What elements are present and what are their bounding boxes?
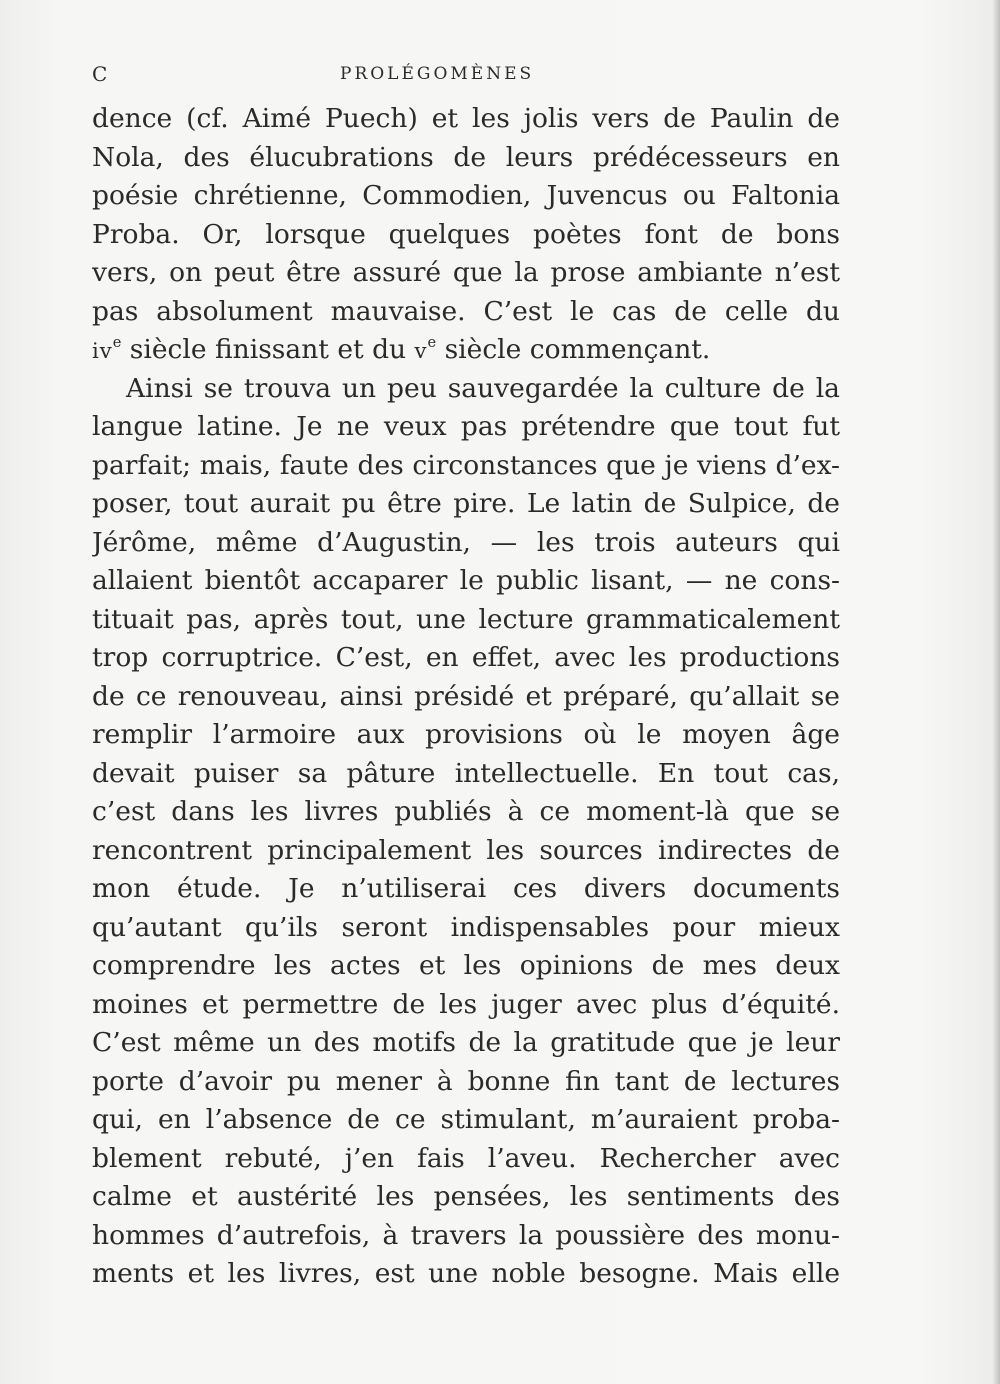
text-line: comprendre les actes et les opinions de mes deux <box>92 950 840 981</box>
text-line: poésie chrétienne, Commodien, Juvencus ou Faltonia <box>92 180 840 211</box>
text-line: c’est dans les livres publiés à ce moment-là que se <box>92 796 840 827</box>
page-edge-shadow <box>992 0 1000 1384</box>
text-line: trop corruptrice. C’est, en effet, avec les productions <box>92 642 840 673</box>
text-line: dence (cf. Aimé Puech) et les jolis vers de Paulin de <box>92 103 840 134</box>
text-line: poser, tout aurait pu être pire. Le latin de Sulpice, de <box>92 488 840 519</box>
superscript: e <box>427 334 437 352</box>
text-line: tituait pas, après tout, une lecture grammaticalement <box>92 603 840 635</box>
text-line: qui, en l’absence de ce stimulant, m’auraient proba- <box>92 1104 840 1135</box>
page-number: C <box>92 62 109 86</box>
text-line: remplir l’armoire aux provisions où le moyen âge <box>92 719 840 750</box>
text-line: rencontrent principalement les sources indirectes de <box>92 834 840 866</box>
text-line: vers, on peut être assuré que la prose ambiante n’est <box>92 257 840 288</box>
text-line <box>92 331 840 370</box>
paragraph-first-line: Ainsi se trouva un peu sauvegardée la culture de la <box>126 372 840 404</box>
text-line: parfait; mais, faute des circonstances que je viens d’ex- <box>92 449 840 481</box>
text-line: mon étude. Je n’utiliserai ces divers documents <box>92 873 840 904</box>
text-line: Proba. Or, lorsque quelques poètes font de bons <box>92 218 840 250</box>
text-line: calme et austérité les pensées, les sentiments des <box>92 1181 840 1212</box>
text-line: pas absolument mauvaise. C’est le cas de celle du <box>92 295 840 327</box>
text-line: ments et les livres, est une noble besogne. Mais elle <box>92 1258 840 1289</box>
text-run: siècle commençant. <box>436 334 711 365</box>
superscript: e <box>112 334 122 352</box>
text-line: Jérôme, même d’Augustin, — les trois auteurs qui <box>92 526 840 558</box>
text-run: siècle finissant et du <box>121 334 415 365</box>
body-text <box>92 100 840 1294</box>
text-line: langue latine. Je ne veux pas prétendre que tout fut <box>92 411 840 442</box>
century-numeral: v <box>414 338 428 363</box>
text-line: Nola, des élucubrations de leurs prédécesseurs en <box>92 141 840 173</box>
text-line: C’est même un des motifs de la gratitude que je leur <box>92 1027 840 1058</box>
text-line: blement rebuté, j’en fais l’aveu. Rechercher avec <box>92 1142 840 1174</box>
text-line: porte d’avoir pu mener à bonne fin tant de lectures <box>92 1065 840 1097</box>
text-line: de ce renouveau, ainsi présidé et préparé, qu’allait se <box>92 680 840 712</box>
text-line: devait puiser sa pâture intellectuelle. En tout cas, <box>92 757 840 789</box>
text-line: hommes d’autrefois, à travers la poussière des monu- <box>92 1219 840 1251</box>
text-line: moines et permettre de les juger avec plus d’équité. <box>92 988 840 1020</box>
running-head: PROLÉGOMÈNES <box>340 64 535 84</box>
page-header <box>92 62 832 88</box>
century-numeral: iv <box>92 338 113 363</box>
text-line: allaient bientôt accaparer le public lisant, — ne cons- <box>92 565 840 596</box>
text-line: qu’autant qu’ils seront indispensables pour mieux <box>92 911 840 943</box>
